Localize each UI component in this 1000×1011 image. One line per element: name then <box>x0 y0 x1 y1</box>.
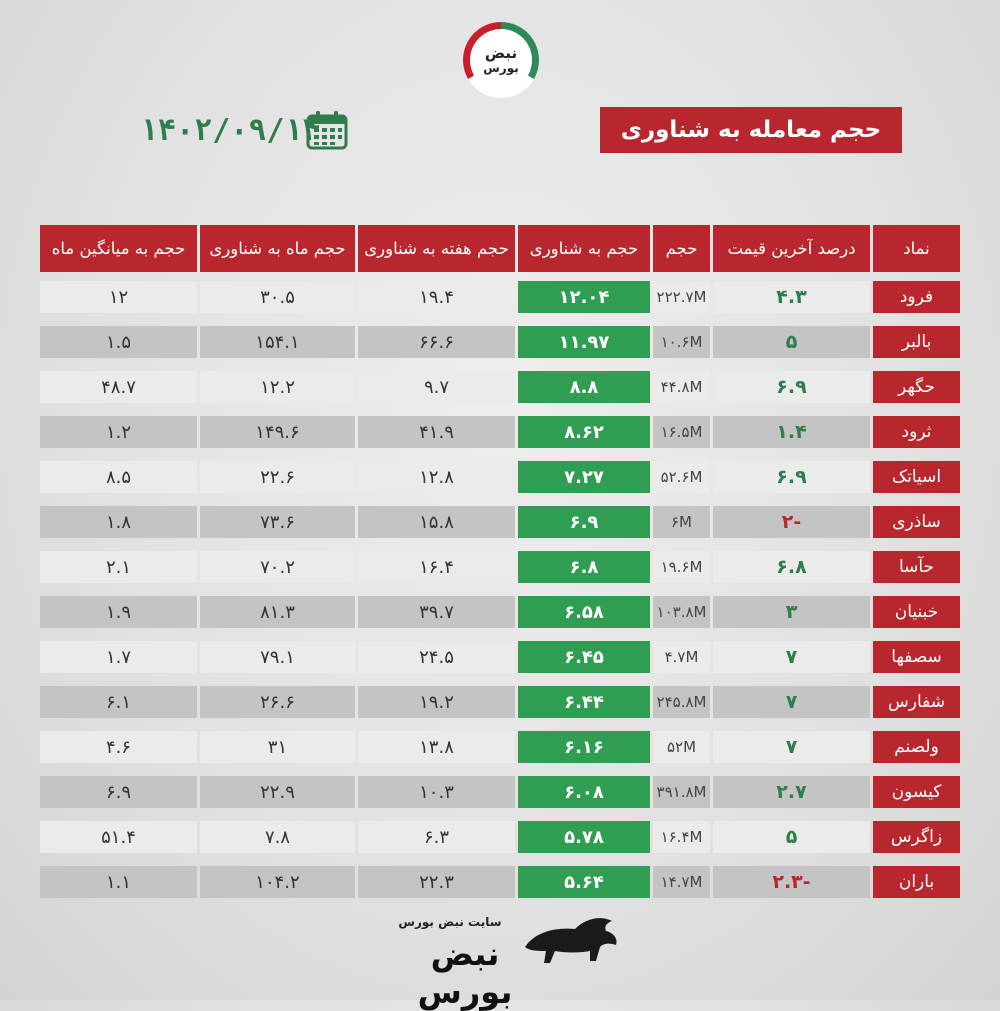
cell-week-vol-to-float: ۱۲.۸ <box>358 461 515 493</box>
cell-vol-to-float: ۷.۲۷ <box>518 461 650 493</box>
cell-month-vol-to-float: ۲۶.۶ <box>200 686 355 718</box>
cell-vol-to-month-avg: ۸.۵ <box>40 461 197 493</box>
cell-month-vol-to-float: ۷۹.۱ <box>200 641 355 673</box>
cell-vol-to-month-avg: ۱۲ <box>40 281 197 313</box>
cell-symbol: حآسا <box>873 551 960 583</box>
cell-symbol: زاگرس <box>873 821 960 853</box>
cell-last-price-pct: ۵ <box>713 326 870 358</box>
cell-vol-to-float: ۶.۸ <box>518 551 650 583</box>
logo-line-2: بورس <box>483 60 519 75</box>
cell-month-vol-to-float: ۷۳.۶ <box>200 506 355 538</box>
cell-last-price-pct: ۷ <box>713 731 870 763</box>
cell-vol-to-float: ۱۱.۹۷ <box>518 326 650 358</box>
cell-month-vol-to-float: ۱۵۴.۱ <box>200 326 355 358</box>
footer-brand-name: نبض بورس <box>417 935 513 1011</box>
logo-line-1: نبض <box>484 43 518 62</box>
cell-symbol: کیسون <box>873 776 960 808</box>
cell-vol-to-month-avg: ۱.۱ <box>40 866 197 898</box>
cell-vol-to-float: ۶.۴۵ <box>518 641 650 673</box>
cell-last-price-pct: ۳ <box>713 596 870 628</box>
cell-week-vol-to-float: ۶۶.۶ <box>358 326 515 358</box>
cell-last-price-pct: -۲ <box>713 506 870 538</box>
cell-week-vol-to-float: ۱۳.۸ <box>358 731 515 763</box>
cell-vol-to-float: ۵.۶۴ <box>518 866 650 898</box>
cell-month-vol-to-float: ۱۲.۲ <box>200 371 355 403</box>
header-month-vol-to-float: حجم ماه به شناوری <box>200 225 355 272</box>
cell-vol-to-month-avg: ۴.۶ <box>40 731 197 763</box>
cell-vol-to-month-avg: ۶.۱ <box>40 686 197 718</box>
cell-last-price-pct: ۶.۹ <box>713 461 870 493</box>
cell-symbol: باران <box>873 866 960 898</box>
cell-volume: ۱۶.۴M <box>653 821 710 853</box>
cell-week-vol-to-float: ۱۹.۴ <box>358 281 515 313</box>
cell-vol-to-month-avg: ۵۱.۴ <box>40 821 197 853</box>
cell-volume: ۱۴.۷M <box>653 866 710 898</box>
cell-vol-to-float: ۸.۸ <box>518 371 650 403</box>
cell-vol-to-month-avg: ۱.۵ <box>40 326 197 358</box>
cell-last-price-pct: ۴.۳ <box>713 281 870 313</box>
cell-week-vol-to-float: ۱۹.۲ <box>358 686 515 718</box>
cell-symbol: شفارس <box>873 686 960 718</box>
cell-month-vol-to-float: ۷.۸ <box>200 821 355 853</box>
header-symbol: نماد <box>873 225 960 272</box>
cell-last-price-pct: ۷ <box>713 641 870 673</box>
cell-symbol: ثرود <box>873 416 960 448</box>
cell-volume: ۱۰۳.۸M <box>653 596 710 628</box>
cell-vol-to-float: ۸.۶۲ <box>518 416 650 448</box>
cell-last-price-pct: ۷ <box>713 686 870 718</box>
cell-vol-to-float: ۶.۱۶ <box>518 731 650 763</box>
cell-week-vol-to-float: ۲۴.۵ <box>358 641 515 673</box>
cell-week-vol-to-float: ۱۰.۳ <box>358 776 515 808</box>
cell-vol-to-float: ۵.۷۸ <box>518 821 650 853</box>
cell-volume: ۴.۷M <box>653 641 710 673</box>
cell-month-vol-to-float: ۸۱.۳ <box>200 596 355 628</box>
cell-month-vol-to-float: ۳۱ <box>200 731 355 763</box>
footer-site-label: سایت نبض بورس <box>398 915 502 929</box>
cell-symbol: ولصنم <box>873 731 960 763</box>
cell-volume: ۴۴.۸M <box>653 371 710 403</box>
cell-week-vol-to-float: ۱۵.۸ <box>358 506 515 538</box>
cell-volume: ۳۹۱.۸M <box>653 776 710 808</box>
cell-week-vol-to-float: ۴۱.۹ <box>358 416 515 448</box>
cell-volume: ۱۹.۶M <box>653 551 710 583</box>
header-week-vol-to-float: حجم هفته به شناوری <box>358 225 515 272</box>
cell-month-vol-to-float: ۱۴۹.۶ <box>200 416 355 448</box>
cell-vol-to-month-avg: ۱.۸ <box>40 506 197 538</box>
cell-volume: ۱۰.۶M <box>653 326 710 358</box>
cell-last-price-pct: ۱.۴ <box>713 416 870 448</box>
cell-vol-to-month-avg: ۴۸.۷ <box>40 371 197 403</box>
cell-symbol: اسیاتک <box>873 461 960 493</box>
cell-vol-to-float: ۶.۴۴ <box>518 686 650 718</box>
cell-last-price-pct: ۲.۷ <box>713 776 870 808</box>
cell-vol-to-month-avg: ۶.۹ <box>40 776 197 808</box>
cell-volume: ۵۲.۶M <box>653 461 710 493</box>
brand-logo-badge <box>463 22 539 98</box>
cell-last-price-pct: ۶.۹ <box>713 371 870 403</box>
cell-symbol: ساذری <box>873 506 960 538</box>
cell-month-vol-to-float: ۲۲.۹ <box>200 776 355 808</box>
header-last-price-pct: درصد آخرین قیمت <box>713 225 870 272</box>
cell-month-vol-to-float: ۷۰.۲ <box>200 551 355 583</box>
cell-week-vol-to-float: ۱۶.۴ <box>358 551 515 583</box>
cell-vol-to-float: ۶.۵۸ <box>518 596 650 628</box>
cell-month-vol-to-float: ۲۲.۶ <box>200 461 355 493</box>
cell-symbol: فرود <box>873 281 960 313</box>
cell-vol-to-month-avg: ۱.۲ <box>40 416 197 448</box>
cell-vol-to-float: ۶.۰۸ <box>518 776 650 808</box>
cell-vol-to-month-avg: ۱.۹ <box>40 596 197 628</box>
cell-vol-to-float: ۶.۹ <box>518 506 650 538</box>
cell-volume: ۱۶.۵M <box>653 416 710 448</box>
cell-volume: ۲۴۵.۸M <box>653 686 710 718</box>
cell-week-vol-to-float: ۶.۳ <box>358 821 515 853</box>
cell-vol-to-month-avg: ۲.۱ <box>40 551 197 583</box>
cell-month-vol-to-float: ۱۰۴.۲ <box>200 866 355 898</box>
cell-symbol: حگهر <box>873 371 960 403</box>
cell-vol-to-month-avg: ۱.۷ <box>40 641 197 673</box>
header-vol-to-float: حجم به شناوری <box>518 225 650 272</box>
footer-brand <box>395 905 625 1011</box>
report-date: ۱۴۰۲/۰۹/۱۴ <box>140 113 321 148</box>
cell-last-price-pct: -۲.۳ <box>713 866 870 898</box>
page-title: حجم معامله به شناوری <box>600 107 902 153</box>
cell-last-price-pct: ۶.۸ <box>713 551 870 583</box>
cell-vol-to-float: ۱۲.۰۴ <box>518 281 650 313</box>
cell-symbol: خبنیان <box>873 596 960 628</box>
cell-symbol: بالبر <box>873 326 960 358</box>
cell-week-vol-to-float: ۹.۷ <box>358 371 515 403</box>
cell-month-vol-to-float: ۳۰.۵ <box>200 281 355 313</box>
cell-last-price-pct: ۵ <box>713 821 870 853</box>
cell-week-vol-to-float: ۳۹.۷ <box>358 596 515 628</box>
cell-volume: ۲۲۲.۷M <box>653 281 710 313</box>
cell-week-vol-to-float: ۲۲.۳ <box>358 866 515 898</box>
cell-symbol: سصفها <box>873 641 960 673</box>
header-volume: حجم <box>653 225 710 272</box>
header-vol-to-month-avg: حجم به میانگین ماه <box>40 225 197 272</box>
cell-volume: ۶M <box>653 506 710 538</box>
bull-icon <box>520 907 620 967</box>
cell-volume: ۵۲M <box>653 731 710 763</box>
